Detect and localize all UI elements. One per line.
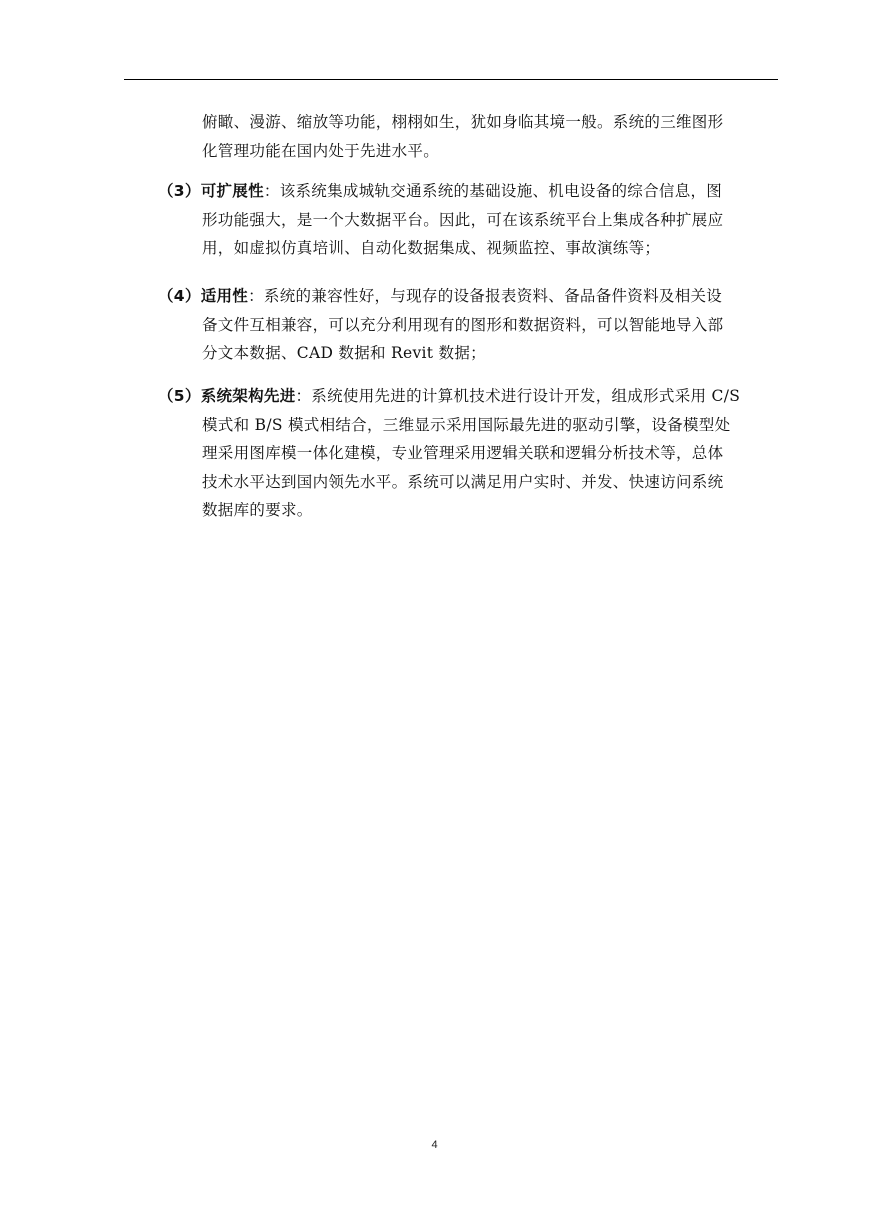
list-item-first-line: [158, 282, 780, 311]
list-item-text: ：该系统集成城轨交通系统的基础设施、机电设备的综合信息，图: [263, 182, 723, 200]
list-item-marker: （3）: [158, 182, 201, 200]
list-item-term: 适用性: [200, 287, 249, 305]
paragraph-line: 技术水平达到国内领先水平。系统可以满足用户实时、并发、快速访问系统: [202, 472, 724, 491]
list-item-marker: （5）: [158, 387, 201, 405]
list-item-term: 系统架构先进: [200, 387, 296, 405]
list-item-first-line: [158, 177, 780, 206]
list-item-extensibility: [158, 177, 780, 263]
list-item-text: ：系统的兼容性好，与现存的设备报表资料、备品备件资料及相关设: [248, 287, 723, 305]
paragraph-line: 数据库的要求。: [202, 501, 313, 519]
paragraph-line: 俯瞰、漫游、缩放等功能，栩栩如生，犹如身临其境一般。系统的三维图形: [202, 113, 724, 131]
page-number: 4: [431, 1139, 438, 1151]
header-rule: [124, 79, 778, 80]
list-item-text: ：系统使用先进的计算机技术进行设计开发，组成形式采用 C/S: [295, 387, 741, 405]
paragraph-line: 用，如虚拟仿真培训、自动化数据集成、视频监控、事故演练等；: [202, 239, 661, 257]
list-item-first-line: [158, 382, 780, 411]
list-item-marker: （4）: [158, 287, 201, 305]
list-item-applicability: [158, 282, 780, 368]
list-item-term: 可扩展性: [200, 182, 264, 200]
paragraph-line: 形功能强大，是一个大数据平台。因此，可在该系统平台上集成各种扩展应: [202, 210, 724, 229]
paragraph-line: 理采用图库模一体化建模，专业管理采用逻辑关联和逻辑分析技术等，总体: [202, 444, 724, 462]
paragraph-line: 化管理功能在国内处于先进水平。: [202, 141, 440, 160]
paragraph-line: 分文本数据、CAD 数据和 Revit 数据；: [202, 344, 486, 362]
list-item-architecture: [158, 382, 780, 525]
paragraph-line: 模式和 B/S 模式相结合，三维显示采用国际最先进的驱动引擎，设备模型处: [202, 415, 731, 434]
continuation-paragraph: [158, 108, 780, 165]
paragraph-line: 备文件互相兼容，可以充分利用现有的图形和数据资料，可以智能地导入部: [202, 315, 724, 334]
